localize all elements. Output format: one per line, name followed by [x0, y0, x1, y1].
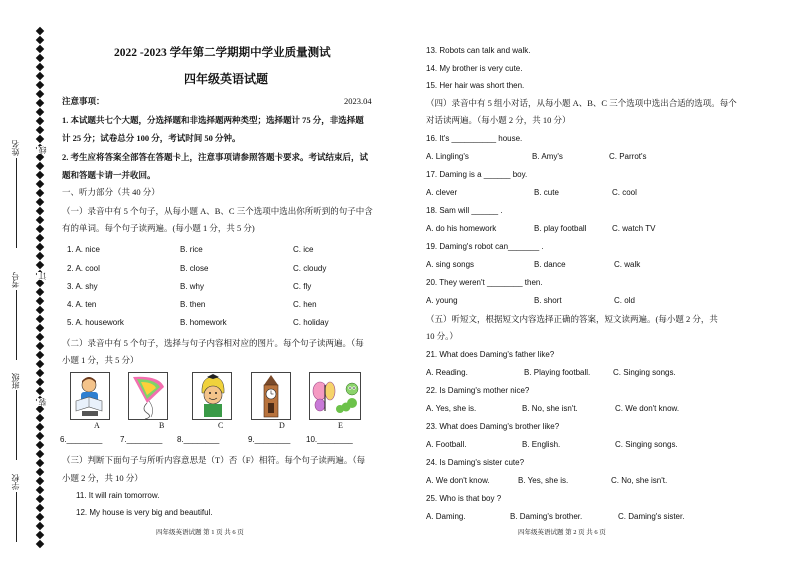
question-13: 13. Robots can talk and walk. — [426, 46, 531, 55]
binding-diamond — [36, 531, 44, 539]
binding-diamond — [36, 90, 44, 98]
q2-option-c[interactable]: C. cloudy — [293, 264, 327, 273]
question-25: 25. Who is that boy ? — [426, 494, 502, 503]
binding-diamond — [36, 99, 44, 107]
q1-option-c[interactable]: C. ice — [293, 245, 314, 254]
q18-option-b[interactable]: B. play football — [534, 224, 587, 233]
binding-diamond — [36, 81, 44, 89]
question-12: 12. My house is very big and beautiful. — [76, 508, 213, 517]
blank-10[interactable]: 10.________ — [306, 435, 353, 444]
q16-option-b[interactable]: B. Amy's — [532, 152, 563, 161]
picture-d — [251, 372, 291, 420]
q4-option-b[interactable]: B. then — [180, 300, 206, 309]
q17-option-a[interactable]: A. clever — [426, 188, 458, 197]
q22-option-b[interactable]: B. No, she isn't. — [522, 404, 578, 413]
question-21: 21. What does Daming's father like? — [426, 350, 555, 359]
binding-diamond — [36, 495, 44, 503]
q18-option-a[interactable]: A. do his homework — [426, 224, 497, 233]
picture-letter-e: E — [338, 421, 343, 430]
picture-letter-a: A — [94, 421, 100, 430]
exam-title: 2022 -2023 学年第二学期期中学业质量测试 — [114, 47, 331, 59]
school-label: 学校 — [11, 474, 20, 490]
section-4-line-2: 对话读两遍。（每小题 2 分，共 10 分） — [426, 115, 571, 125]
binding-diamond — [36, 459, 44, 467]
q3-option-b[interactable]: B. why — [180, 282, 205, 291]
section-3-line-2: 小题 2 分，共 10 分） — [62, 473, 143, 483]
school-line — [16, 492, 17, 542]
question-24: 24. Is Daming's sister cute? — [426, 458, 525, 467]
q17-option-c[interactable]: C. cool — [612, 188, 637, 197]
clock-tower-icon — [252, 373, 290, 419]
class-label: 班级 — [11, 373, 20, 389]
section-3-line-1: （三）判断下面句子与所听内容意思是（T）否（F）相符。每个句子读两遍。（每 — [62, 455, 366, 465]
q25-option-a[interactable]: A. Daming. — [426, 512, 466, 521]
binding-diamond — [36, 27, 44, 35]
binding-diamond — [36, 252, 44, 260]
q2-option-a[interactable]: 2. A. cool — [67, 264, 100, 273]
section-1-line-2: 有的单词。每个句子读两遍。(每小题 1 分，共 5 分) — [62, 223, 255, 233]
binding-strip — [34, 28, 46, 550]
binding-diamond — [36, 342, 44, 350]
notice-label: 注意事项： — [62, 96, 105, 106]
q25-option-c[interactable]: C. Daming's sister. — [618, 512, 685, 521]
question-15: 15. Her hair was short then. — [426, 81, 525, 90]
q2-option-b[interactable]: B. close — [180, 264, 209, 273]
binding-diamond — [36, 207, 44, 215]
binding-diamond — [36, 216, 44, 224]
binding-diamond — [36, 198, 44, 206]
binding-char-bind: 订 — [38, 272, 47, 280]
binding-diamond — [36, 45, 44, 53]
q17-option-b[interactable]: B. cute — [534, 188, 559, 197]
q18-option-c[interactable]: C. watch TV — [612, 224, 656, 233]
section-1-line-1: （一）录音中有 5 个句子，从每小题 A、B、C 三个选项中选出你所听到的句子中含 — [62, 206, 373, 216]
binding-diamond — [36, 405, 44, 413]
binding-diamond — [36, 72, 44, 80]
section-5-line-1: （五）听短文，根据短文内容选择正确的答案，短文读两遍。(每小题 2 分，共 — [426, 314, 718, 324]
q19-option-c[interactable]: C. walk — [614, 260, 641, 269]
q24-option-a[interactable]: A. We don't know. — [426, 476, 490, 485]
part-1-heading: 一、听力部分（共 40 分） — [62, 187, 160, 197]
binding-diamond — [36, 135, 44, 143]
q21-option-b[interactable]: B. Playing football. — [524, 368, 591, 377]
question-17: 17. Daming is a ______ boy. — [426, 170, 528, 179]
binding-diamond — [36, 540, 44, 548]
q24-option-b[interactable]: B. Yes, she is. — [518, 476, 569, 485]
question-18: 18. Sam will ______ . — [426, 206, 503, 215]
butterfly-caterpillar-icon — [310, 373, 360, 419]
binding-diamond — [36, 180, 44, 188]
binding-char-staple: 装 — [38, 398, 47, 406]
q20-option-b[interactable]: B. short — [534, 296, 562, 305]
q23-option-a[interactable]: A. Football. — [426, 440, 467, 449]
q25-option-b[interactable]: B. Daming's brother. — [510, 512, 583, 521]
binding-diamond — [36, 432, 44, 440]
picture-c — [192, 372, 232, 420]
binding-diamond — [36, 189, 44, 197]
binding-diamond — [36, 369, 44, 377]
question-14: 14. My brother is very cute. — [426, 64, 523, 73]
binding-diamond — [36, 423, 44, 431]
binding-diamond — [36, 36, 44, 44]
binding-diamond — [36, 315, 44, 323]
q24-option-c[interactable]: C. No, she isn't. — [611, 476, 668, 485]
section-4-line-1: （四）录音中有 5 组小对话，从每小题 A、B、C 三个选项中选出合适的选项。每个 — [426, 98, 737, 108]
binding-diamond — [36, 441, 44, 449]
binding-diamond — [36, 513, 44, 521]
picture-letter-c: C — [218, 421, 224, 430]
binding-diamond — [36, 63, 44, 71]
binding-diamond — [36, 126, 44, 134]
question-22: 22. Is Daming's mother nice? — [426, 386, 530, 395]
binding-diamond — [36, 333, 44, 341]
binding-diamond — [36, 297, 44, 305]
binding-diamond — [36, 324, 44, 332]
q19-option-b[interactable]: B. dance — [534, 260, 566, 269]
binding-diamond — [36, 225, 44, 233]
q21-option-a[interactable]: A. Reading. — [426, 368, 468, 377]
blank-7[interactable]: 7.________ — [120, 435, 163, 444]
exam-date: 2023.04 — [344, 96, 372, 106]
picture-a — [70, 372, 110, 420]
q23-option-c[interactable]: C. Singing songs. — [615, 440, 678, 449]
section-2-line-1: （二）录音中有 5 个句子，选择与句子内容相对应的图片。每个句子读两遍。（每 — [62, 338, 364, 348]
question-19: 19. Daming's robot can_______ . — [426, 242, 544, 251]
picture-letter-b: B — [159, 421, 165, 430]
blank-9[interactable]: 9.________ — [248, 435, 291, 444]
binding-diamond — [36, 351, 44, 359]
q19-option-a[interactable]: A. sing songs — [426, 260, 475, 269]
binding-diamond — [36, 162, 44, 170]
notice-2-line-2: 题和答题卡请一并收回。 — [62, 170, 156, 180]
q20-option-a[interactable]: A. young — [426, 296, 458, 305]
q22-option-a[interactable]: A. Yes, she is. — [426, 404, 477, 413]
q4-option-a[interactable]: 4. A. ten — [67, 300, 97, 309]
notice-1-line-2: 计 25 分；试卷总分 100 分，考试时间 50 分钟。 — [62, 133, 241, 143]
binding-diamond — [36, 360, 44, 368]
binding-diamond — [36, 522, 44, 530]
binding-diamond — [36, 387, 44, 395]
question-11: 11. It will rain tomorrow. — [76, 491, 160, 500]
q3-option-c[interactable]: C. fly — [293, 282, 312, 291]
binding-diamond — [36, 504, 44, 512]
q3-option-a[interactable]: 3. A. shy — [67, 282, 98, 291]
picture-e — [309, 372, 361, 420]
binding-diamond — [36, 279, 44, 287]
binding-diamond — [36, 261, 44, 269]
question-16: 16. It's __________ house. — [426, 134, 523, 143]
q5-option-c[interactable]: C. holiday — [293, 318, 329, 327]
number-label: 考号 — [11, 272, 20, 288]
q5-option-a[interactable]: 5. A. housework — [67, 318, 124, 327]
binding-diamond — [36, 117, 44, 125]
section-5-line-2: 10 分。） — [426, 331, 458, 341]
q5-option-b[interactable]: B. homework — [180, 318, 227, 327]
notice-1-line-1: 1. 本试题共七个大题，分选择题和非选择题两种类型；选择题计 75 分，非选择题 — [62, 115, 364, 125]
binding-diamond — [36, 153, 44, 161]
binding-diamond — [36, 468, 44, 476]
number-line — [16, 290, 17, 360]
q16-option-a[interactable]: A. Lingling's — [426, 152, 469, 161]
exam-subtitle: 四年级英语试题 — [184, 72, 269, 86]
blank-8[interactable]: 8.________ — [177, 435, 220, 444]
q1-option-a[interactable]: 1. A. nice — [67, 245, 100, 254]
notice-2-line-1: 2. 考生应将答案全部答在答题卡上，注意事项请参照答题卡要求。考试结束后，试 — [62, 152, 369, 162]
binding-diamond — [36, 477, 44, 485]
class-line — [16, 390, 17, 460]
question-23: 23. What does Daming's brother like? — [426, 422, 560, 431]
binding-diamond — [36, 378, 44, 386]
picture-letter-d: D — [279, 421, 285, 430]
name-label: 姓名 — [11, 140, 20, 156]
binding-diamond — [36, 108, 44, 116]
binding-diamond — [36, 306, 44, 314]
name-line — [16, 158, 17, 248]
binding-diamond — [36, 243, 44, 251]
binding-diamond — [36, 171, 44, 179]
q4-option-c[interactable]: C. hen — [293, 300, 317, 309]
kite-icon — [129, 373, 167, 419]
binding-diamond — [36, 234, 44, 242]
right-page-footer: 四年级英语试题 第 2 页 共 6 页 — [518, 529, 606, 536]
picture-b — [128, 372, 168, 420]
binding-diamond — [36, 54, 44, 62]
binding-diamond — [36, 414, 44, 422]
question-20: 20. They weren't ________ then. — [426, 278, 543, 287]
q20-option-c[interactable]: C. old — [614, 296, 635, 305]
binding-diamond — [36, 486, 44, 494]
binding-char-line: 线 — [38, 146, 47, 154]
blank-6[interactable]: 6.________ — [60, 435, 103, 444]
left-page-footer: 四年级英语试题 第 1 页 共 6 页 — [156, 529, 244, 536]
q1-option-b[interactable]: B. rice — [180, 245, 203, 254]
binding-diamond — [36, 288, 44, 296]
binding-diamond — [36, 450, 44, 458]
q16-option-c[interactable]: C. Parrot's — [609, 152, 647, 161]
q23-option-b[interactable]: B. English. — [522, 440, 561, 449]
q22-option-c[interactable]: C. We don't know. — [615, 404, 680, 413]
q21-option-c[interactable]: C. Singing songs. — [613, 368, 676, 377]
reading-boy-icon — [71, 373, 109, 419]
section-2-line-2: 小题 1 分，共 5 分） — [62, 355, 139, 365]
boy-with-bird-icon — [193, 373, 231, 419]
